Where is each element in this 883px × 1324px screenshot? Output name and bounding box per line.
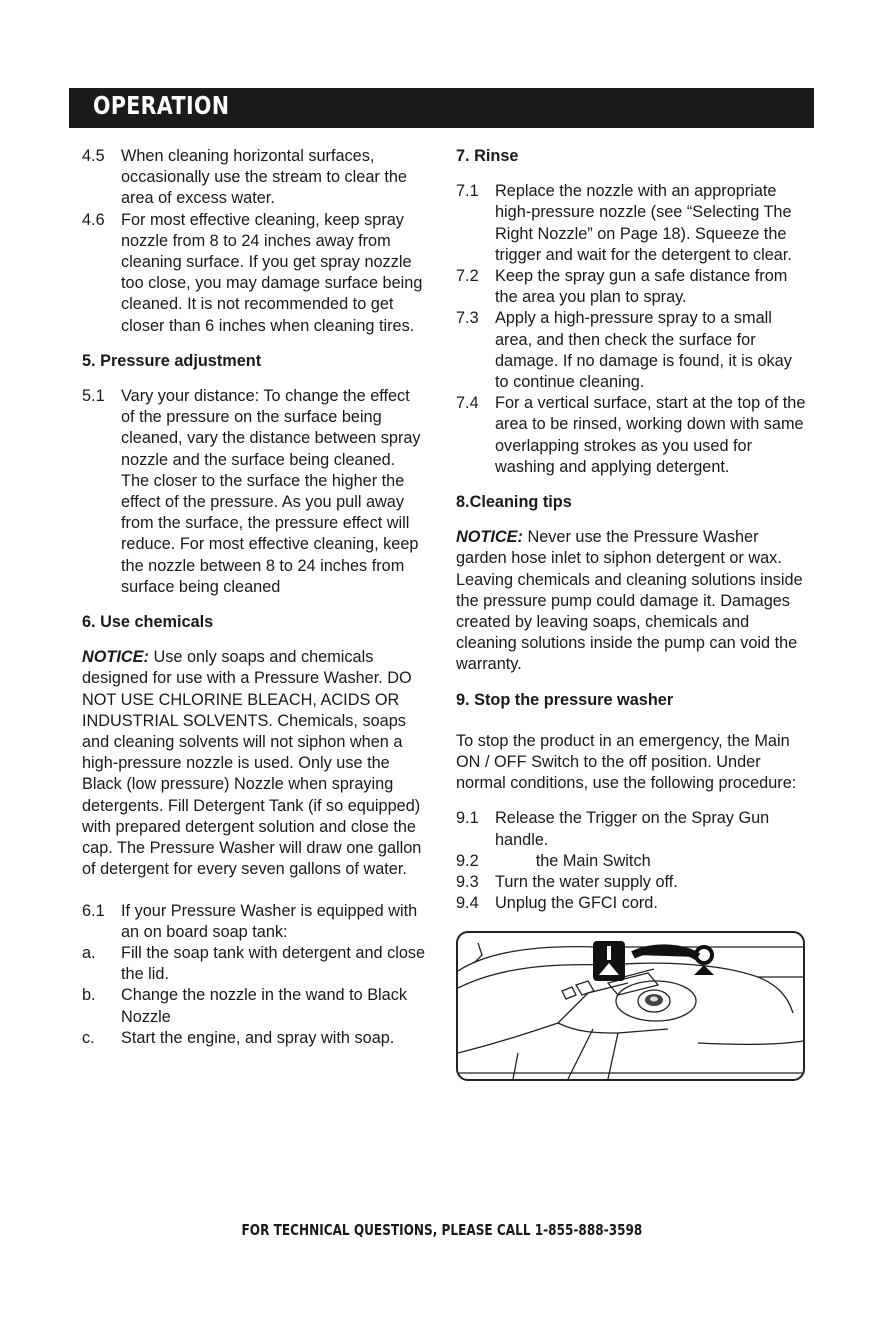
page-title: OPERATION xyxy=(93,91,230,120)
list-item xyxy=(82,901,427,943)
off-symbol-icon xyxy=(694,947,714,975)
item-text: If your Pressure Washer is equipped with an on board soap tank: xyxy=(121,901,418,941)
item-text: Change the nozzle in the wand to Black Nozzle xyxy=(121,986,408,1026)
list-item xyxy=(456,308,806,393)
notice-label: NOTICE: xyxy=(82,648,149,667)
item-number: 9.3 xyxy=(456,873,479,892)
list-item xyxy=(456,872,806,893)
item-number: 6.1 xyxy=(82,901,105,920)
item-number: 4.5 xyxy=(82,147,105,165)
item-text: the Main Switch xyxy=(495,851,651,870)
notice-paragraph xyxy=(456,527,806,675)
section-heading-use-chemicals: 6. Use chemicals xyxy=(82,613,214,632)
header-banner xyxy=(69,88,814,128)
list-item xyxy=(456,808,806,850)
item-number: 5.1 xyxy=(82,387,105,406)
item-number: 7.3 xyxy=(456,309,479,328)
item-text: Fill the soap tank with detergent and close the lid. xyxy=(121,943,426,984)
notice-label: NOTICE: xyxy=(456,528,523,547)
item-text: Keep the spray gun a safe distance from the area you plan to spray. xyxy=(495,267,788,307)
item-text: When cleaning horizontal surfaces, occasionally use the stream to clear the area of excess water. xyxy=(121,147,407,208)
section-heading-rinse: 7. Rinse xyxy=(456,147,519,165)
item-number: 9.2 xyxy=(456,851,479,870)
list-item xyxy=(82,985,427,1027)
item-text: Release the Trigger on the Spray Gun handle. xyxy=(495,809,770,849)
right-column xyxy=(456,146,806,1081)
list-item xyxy=(82,386,427,598)
item-number: 4.6 xyxy=(82,210,105,229)
switch-knob-icon xyxy=(616,981,696,1021)
item-number: 9.4 xyxy=(456,894,479,913)
item-number: 7.4 xyxy=(456,394,479,413)
footer-text: FOR TECHNICAL QUESTIONS, PLEASE CALL 1-855-888-3598 xyxy=(241,1221,642,1239)
on-symbol-icon xyxy=(593,941,625,981)
footer-contact xyxy=(0,1221,883,1239)
stop-intro-paragraph: To stop the product in an emergency, the Main ON / OFF Switch to the off position. Under normal conditions, use the following procedure: xyxy=(456,731,797,793)
item-number: a. xyxy=(82,943,96,962)
notice-paragraph xyxy=(82,647,427,880)
item-text: Apply a high-pressure spray to a small area, and then check the surface for damage. If no damage is found, it is okay to continue cleaning. xyxy=(495,309,792,392)
list-item xyxy=(82,943,427,985)
list-item xyxy=(456,893,806,914)
item-number: 9.1 xyxy=(456,809,479,828)
item-number: b. xyxy=(82,986,96,1005)
main-switch-illustration xyxy=(456,931,805,1081)
notice-text: Use only soaps and chemicals designed for use with a Pressure Washer. DO NOT USE CHLORINE BLEACH, ACIDS OR INDUSTRIAL SOLVENTS. Chemicals, soaps and cleaning solvents will not siphon when a high-pressure nozzle is used. Only use the Black (low pressure) Nozzle when spraying detergents. Fill Detergent Tank (if so equipped) with prepared detergent solution and close the cap. The Pressure Washer will draw one gallon of detergent for every seven gallons of water. xyxy=(82,648,422,879)
list-item xyxy=(82,210,427,337)
left-column xyxy=(82,146,427,1049)
item-text: For a vertical surface, start at the top of the area to be rinsed, working down with same overlapping strokes as you used for washing and applying detergent. xyxy=(495,394,806,476)
section-heading-pressure-adjustment: 5. Pressure adjustment xyxy=(82,351,262,370)
switch-illustration-drawing xyxy=(458,933,803,1079)
item-number: 7.2 xyxy=(456,267,479,286)
item-number: 7.1 xyxy=(456,182,479,201)
list-item xyxy=(82,146,427,210)
list-item xyxy=(456,181,806,266)
item-text: Start the engine, and spray with soap. xyxy=(121,1028,395,1047)
section-heading-cleaning-tips: 8.Cleaning tips xyxy=(456,493,572,512)
list-item xyxy=(456,393,806,478)
list-item xyxy=(456,266,806,308)
item-number: c. xyxy=(82,1028,95,1047)
item-text: Replace the nozzle with an appropriate high-pressure nozzle (see “Selecting The Right Nozzle” on Page 18). Squeeze the trigger and wait for the detergent to clear. xyxy=(495,182,792,264)
item-text: Turn the water supply off. xyxy=(495,873,678,892)
notice-text: Never use the Pressure Washer garden hose inlet to siphon detergent or wax. Leaving chemicals and cleaning solutions inside the pressure pump could damage it. Damages created by leaving soaps, chemicals and cleaning solutions inside the pump can void the warranty. xyxy=(456,528,803,674)
list-item xyxy=(456,851,806,872)
section-heading-stop-pressure-washer: 9. Stop the pressure washer xyxy=(456,690,674,709)
item-text: Vary your distance: To change the effect of the pressure on the surface being cleaned, vary the distance between spray nozzle and the surface being cleaned. The closer to the surface the higher the effect of the pressure. As you pull away from the surface, the pressure effect will reduce. For most effective cleaning, keep the nozzle between 8 to 24 inches from surface being cleaned xyxy=(121,387,421,596)
item-text: Unplug the GFCI cord. xyxy=(495,894,658,913)
list-item xyxy=(82,1028,427,1049)
item-text: For most effective cleaning, keep spray nozzle from 8 to 24 inches away from cleaning surface. If you get spray nozzle too close, you may damage surface being cleaned. It is not recommended to get closer than 6 inches when cleaning tires. xyxy=(121,210,423,335)
